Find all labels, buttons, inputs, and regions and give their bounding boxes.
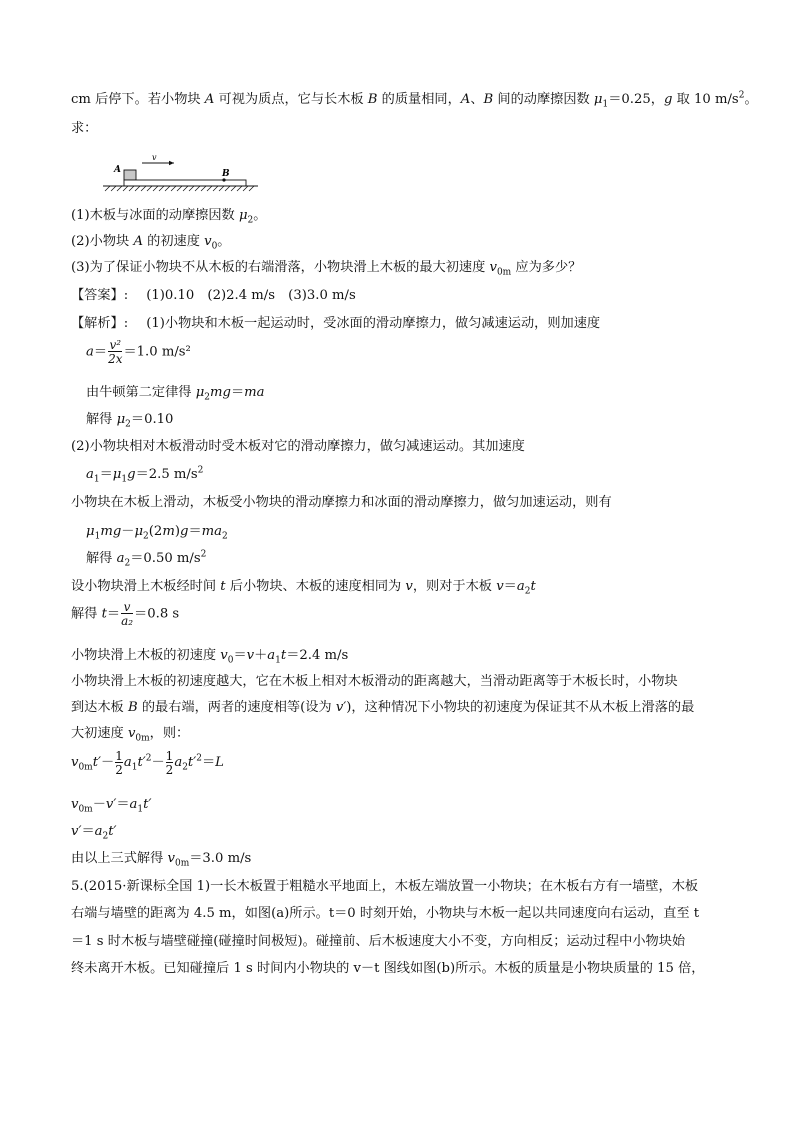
- text: (3)为了保证小物块不从木板的右端滑落，小物块滑上木板的最大初速度: [71, 260, 490, 275]
- text: 后小物块、木板的速度相同为: [225, 579, 406, 594]
- text: 2: [197, 465, 204, 476]
- text: B: [483, 92, 494, 107]
- text: A: [460, 92, 471, 107]
- text: 1: [131, 762, 138, 773]
- text: cm 后停下。若小物块: [71, 92, 205, 107]
- figure-label-b: B: [222, 169, 230, 179]
- text: 解得: [86, 551, 117, 566]
- text: v: [496, 579, 504, 594]
- text: m: [162, 524, 175, 539]
- text: ＝0.50 m/s: [130, 551, 201, 566]
- answer-label: 【答案】:: [71, 288, 129, 303]
- text: v: [405, 579, 413, 594]
- text: g: [663, 92, 673, 107]
- text: v′: [105, 797, 117, 812]
- text: ): [174, 524, 180, 539]
- text: 取 10 m/s: [672, 92, 739, 107]
- board-block-figure: [100, 150, 260, 198]
- text: a: [116, 551, 125, 566]
- text: v′: [335, 700, 347, 715]
- text: 1: [602, 99, 609, 110]
- board-b: [124, 180, 246, 186]
- text: (2: [148, 524, 163, 539]
- text: )，这种情况下小物块的初速度为保证其不从木板上滑落的最: [346, 700, 695, 715]
- text: 1: [94, 531, 101, 542]
- text: v: [167, 851, 175, 866]
- text: t′: [187, 755, 197, 770]
- text: v: [220, 648, 228, 663]
- numerator: v: [123, 600, 131, 614]
- question-2: [71, 233, 230, 251]
- text: a: [516, 579, 525, 594]
- answer-line: [71, 287, 356, 305]
- text: 小物块滑上木板的初速度: [71, 648, 221, 663]
- text: 0: [211, 241, 218, 252]
- analysis-line: [71, 315, 600, 333]
- text: ＝: [93, 344, 108, 360]
- text: B: [367, 92, 378, 107]
- text: 间的动摩擦因数: [493, 92, 594, 107]
- text: 由牛顿第二定律得: [86, 385, 196, 400]
- text: 2: [143, 531, 149, 542]
- fraction: [115, 750, 123, 776]
- problem-5-line: [71, 878, 698, 896]
- text: 2: [145, 753, 152, 764]
- text: 0m: [174, 858, 190, 869]
- question-1: [71, 207, 266, 225]
- text: 1: [121, 474, 128, 485]
- text: ，则：: [149, 726, 190, 741]
- text: 可视为质点，它与长木板: [214, 92, 368, 107]
- text: ＝: [106, 606, 121, 622]
- text: 。: [217, 234, 231, 249]
- problem-text-line: [71, 91, 758, 109]
- text: v: [71, 755, 79, 770]
- problem-5-line: [71, 933, 685, 951]
- text: B: [127, 700, 138, 715]
- text: 到达木板: [71, 700, 128, 715]
- text: ＝: [503, 579, 517, 594]
- text: ＝: [81, 824, 95, 839]
- text: A: [204, 92, 215, 107]
- text: 0m: [78, 762, 93, 773]
- analysis-line: [71, 673, 678, 691]
- text: 的质量相同，: [377, 92, 461, 107]
- problem-5-line: [71, 960, 704, 978]
- figure-label-a: A: [114, 165, 121, 175]
- text: (2)小物块相对木板滑动时受木板对它的滑动摩擦力，做匀减速运动。其加速度: [71, 439, 525, 454]
- text: t: [101, 606, 107, 622]
- text: μ: [593, 92, 603, 107]
- text: 小物块滑上木板的初速度越大，它在木板上相对木板滑动的距离越大，当滑动距离等于木板长时，小物块: [71, 674, 678, 689]
- text: mg: [100, 524, 122, 539]
- text: v: [246, 648, 255, 663]
- analysis-line: [71, 823, 117, 841]
- text: 的初速度: [142, 234, 205, 249]
- text: 2: [738, 90, 745, 101]
- analysis-line: [86, 550, 206, 568]
- text: －: [121, 524, 135, 539]
- text: μ: [238, 208, 248, 223]
- analysis-line: [71, 850, 251, 868]
- analysis-line: [71, 647, 348, 665]
- text: 2: [182, 762, 188, 773]
- text: a: [86, 467, 94, 482]
- text: －: [101, 755, 115, 770]
- velocity-arrow-head: [169, 161, 174, 165]
- analysis-line: [86, 384, 265, 402]
- text: mg: [210, 385, 231, 400]
- text: ＝: [99, 467, 113, 482]
- text: v: [204, 234, 212, 249]
- text: v: [71, 797, 79, 812]
- text: μ: [86, 524, 95, 539]
- text: (2)小物块: [71, 234, 134, 249]
- block-a: [124, 170, 136, 180]
- figure-svg: [100, 150, 260, 198]
- text: (1)木板与冰面的动摩擦因数: [71, 208, 239, 223]
- text: a: [94, 824, 103, 839]
- equation-displacement: [71, 749, 224, 777]
- problem-text-line: [71, 120, 97, 138]
- text: L: [215, 755, 224, 770]
- question-3: [71, 259, 581, 277]
- text: －: [92, 797, 106, 812]
- text: 2: [524, 586, 531, 597]
- text: a: [174, 755, 183, 770]
- text: 小物块在木板上滑动，木板受小物块的滑动摩擦力和冰面的滑动摩擦力，做匀加速运动，则有: [71, 495, 612, 510]
- text: a: [267, 648, 276, 663]
- text: 。: [744, 92, 758, 107]
- analysis-line: [86, 411, 173, 429]
- text: 由以上三式解得: [71, 851, 168, 866]
- denominator: 2x: [108, 352, 123, 366]
- analysis-line: [71, 796, 151, 814]
- text: μ: [134, 524, 144, 539]
- fraction: [121, 601, 133, 627]
- text: t: [280, 648, 287, 663]
- text: ＝: [188, 524, 202, 539]
- analysis-line: [86, 523, 228, 541]
- fraction: [166, 750, 174, 776]
- text: 的最右端，两者的速度相等(设为: [137, 700, 336, 715]
- text: a: [123, 755, 132, 770]
- text: 1: [93, 474, 100, 485]
- text: 2: [204, 392, 211, 403]
- text: v′: [71, 824, 82, 839]
- text: 大初速度: [71, 726, 128, 741]
- analysis-line: [71, 725, 189, 743]
- text: 1: [275, 655, 281, 666]
- text: ，则对于木板: [412, 579, 497, 594]
- text: 求：: [71, 121, 98, 136]
- text: ＝: [201, 755, 216, 770]
- answer-text: (1)0.10 (2)2.4 m/s (3)3.0 m/s: [146, 288, 356, 303]
- text: 2: [125, 419, 131, 430]
- text: t: [220, 579, 226, 594]
- text: μ: [195, 385, 205, 400]
- analysis-line: [71, 494, 612, 512]
- text: a: [129, 797, 138, 812]
- text: ＝0.25，: [608, 92, 664, 107]
- ground-hatching: [105, 186, 254, 191]
- text: ＋: [254, 648, 268, 663]
- text: 。: [253, 208, 267, 223]
- text: v: [489, 260, 497, 275]
- text: 解得: [71, 606, 102, 622]
- text: 应为多少？: [511, 260, 582, 275]
- text: (1)小物块和木板一起运动时，受冰面的滑动摩擦力，做匀减速运动，则加速度: [146, 316, 601, 331]
- text: t′: [137, 755, 146, 770]
- analysis-line: [86, 466, 203, 484]
- text: 2: [124, 558, 131, 569]
- equation-1: [86, 339, 191, 366]
- text: ＝2.5 m/s: [135, 467, 198, 482]
- text: 2: [196, 753, 202, 764]
- text: 终未离开木板。已知碰撞后 1 s 时间内小物块的 v－t 图线如图(b)所示。木板的质量是小物块质量的 15 倍，: [71, 961, 705, 976]
- text: 0m: [78, 804, 93, 815]
- text: ＝: [233, 648, 247, 663]
- text: 解得: [86, 412, 117, 427]
- text: μ: [112, 467, 122, 482]
- text: 2: [247, 215, 254, 226]
- text: ＝0.8 s: [134, 606, 180, 622]
- text: ma: [201, 524, 222, 539]
- numerator: v²: [109, 338, 122, 352]
- text: A: [133, 234, 143, 249]
- text: 2: [102, 831, 109, 842]
- text: 1: [137, 804, 144, 815]
- problem-5-line: [71, 905, 699, 923]
- text: 0: [227, 655, 234, 666]
- figure-label-v: v: [152, 153, 157, 162]
- text: ＝3.0 m/s: [189, 851, 252, 866]
- fraction: [108, 339, 122, 365]
- text: g: [127, 467, 136, 482]
- text: g: [179, 524, 189, 539]
- text: v: [127, 726, 136, 741]
- denominator: 2: [165, 762, 174, 777]
- text: ＝1 s 时木板与墙壁碰撞(碰撞时间极短)。碰撞前、后木板速度大小不变，方向相反；运动过程中小物块始: [71, 934, 686, 949]
- analysis-label: 【解析】:: [71, 316, 129, 331]
- analysis-line: [71, 578, 536, 596]
- text: －: [151, 755, 165, 770]
- text: 设小物块滑上木板经时间: [71, 579, 221, 594]
- text: ＝0.10: [130, 412, 174, 427]
- text: 0m: [496, 267, 512, 278]
- text: 2: [200, 549, 207, 560]
- text: 0m: [135, 733, 150, 744]
- text: ＝1.0 m/s²: [123, 344, 191, 360]
- denominator: a₂: [121, 614, 134, 628]
- text: 、: [470, 92, 484, 107]
- text: t′: [108, 824, 117, 839]
- text: t: [530, 579, 536, 594]
- text: 右端与墙壁的距离为 4.5 m，如图(a)所示。t＝0 时刻开始，小物块与木板一起以共同速度向右运动，直至 t: [71, 906, 700, 921]
- text: ma: [244, 385, 265, 400]
- text: 5.(2015·新课标全国 1)一长木板置于粗糙水平地面上，木板左端放置一小物块；在木板右方有一墙壁，木板: [71, 879, 699, 894]
- text: a: [86, 344, 94, 360]
- text: ＝: [230, 385, 245, 400]
- text: ＝: [116, 797, 130, 812]
- numerator: 1: [115, 748, 123, 763]
- text: 2: [222, 531, 228, 542]
- text: μ: [116, 412, 126, 427]
- analysis-line: [71, 699, 694, 717]
- text: ＝2.4 m/s: [286, 648, 349, 663]
- text: t′: [92, 755, 102, 770]
- text: t′: [143, 797, 152, 812]
- analysis-line: [71, 438, 525, 456]
- denominator: 2: [115, 762, 123, 777]
- numerator: 1: [165, 748, 174, 763]
- equation-t: [71, 601, 179, 628]
